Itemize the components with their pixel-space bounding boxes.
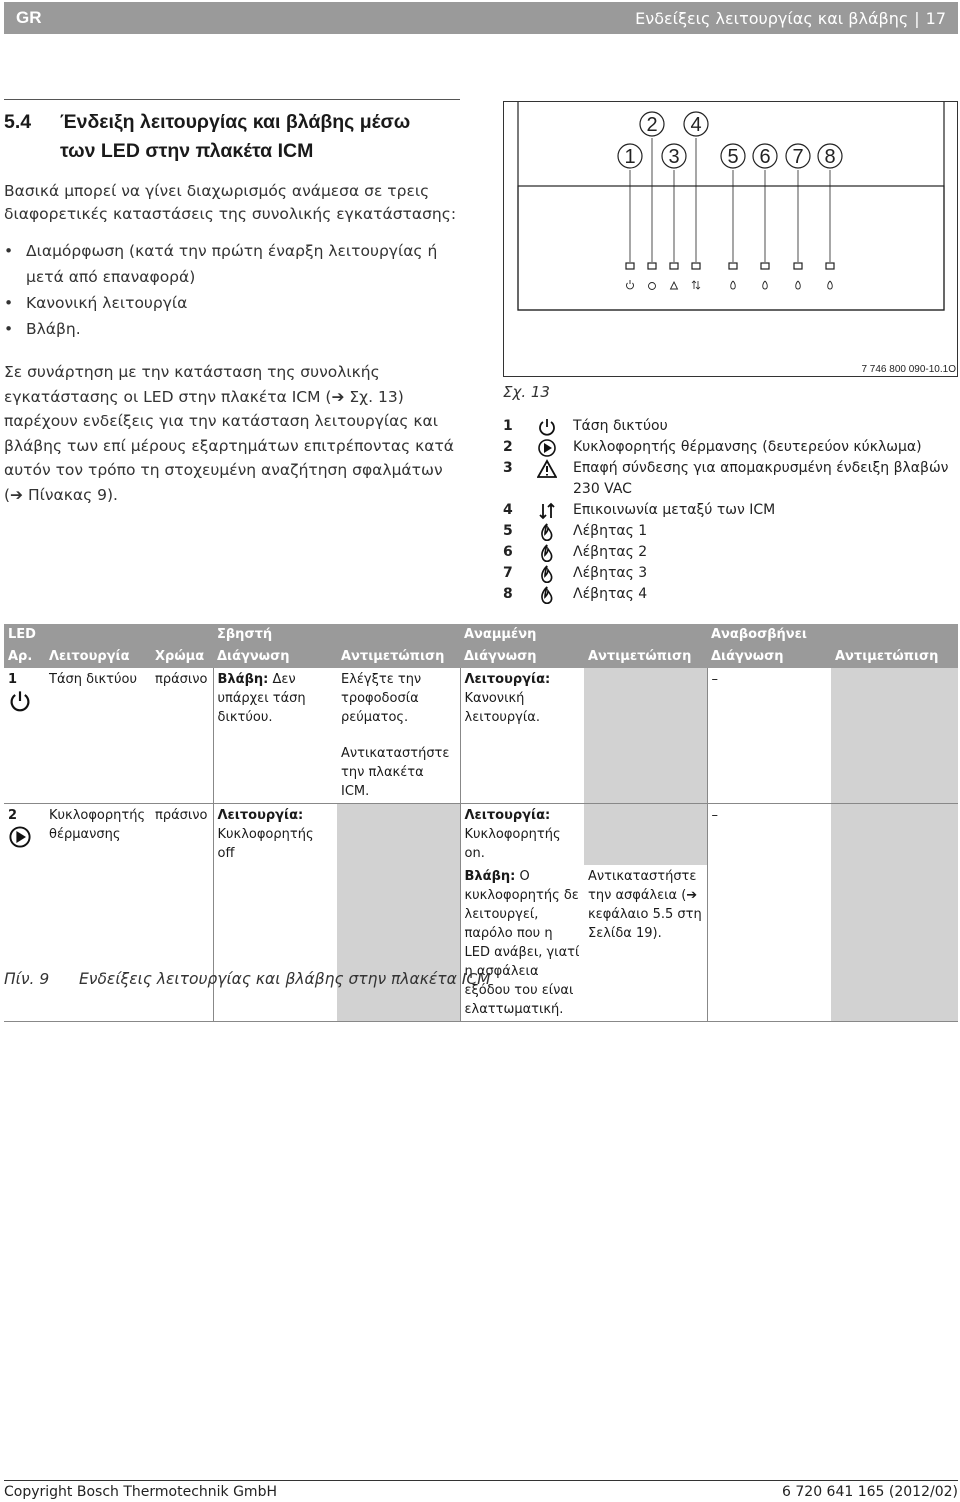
legend-item: 6 Λέβητας 2 (503, 542, 958, 563)
page-header (4, 2, 958, 34)
led-status-table (4, 624, 958, 1022)
col-header: Σβηστή (217, 627, 273, 642)
warning-icon (537, 459, 557, 479)
col-header: Αναβοσβήνει (711, 627, 807, 642)
callout-label: 2 (646, 114, 658, 136)
legend-item: 230 VAC (573, 481, 632, 497)
figure-caption: Σχ. 13 (503, 383, 550, 401)
legend-item: 7 Λέβητας 3 (503, 563, 958, 584)
flame-icon (537, 585, 557, 605)
list-item: • Κανονική λειτουργία (4, 294, 188, 312)
col-header: Διάγνωση (217, 649, 290, 664)
legend-item: 5 Λέβητας 1 (503, 521, 958, 542)
icm-board-drawing (504, 102, 959, 378)
section-title (4, 108, 462, 166)
col-header: Αντιμετώπιση (341, 649, 445, 664)
callout-label: 7 (792, 146, 804, 168)
col-header: Λειτουργία (49, 649, 130, 664)
table-row: 2 Κυκλοφορητής θέρμανσης πράσινο Λειτουργία: Κυκλοφορητής off Λειτουργία: Κυκλοφορητής on. – (4, 804, 958, 866)
state-list (4, 238, 462, 342)
copyright: Copyright Bosch Thermotechnik GmbH (4, 1484, 277, 1500)
callout-label: 6 (759, 146, 771, 168)
legend-item: 4 Επικοινωνία μεταξύ των ICM (503, 500, 958, 521)
callout-label: 5 (727, 146, 739, 168)
figure-code: 7 746 800 090-10.1O (861, 364, 956, 375)
pump-icon (537, 438, 557, 458)
page-number: 17 (925, 8, 946, 28)
legend-item: 8 Λέβητας 4 (503, 584, 958, 605)
table-row: 1 Τάση δικτύου πράσινο Βλάβη: Δεν υπάρχει τάση δικτύου. Ελέγξτε την τροφοδοσία ρεύματος. Λειτουργία: Κανονική λειτουργία. – (4, 668, 958, 734)
table-row: Βλάβη: Ο κυκλοφορητής δε λειτουργεί, παρόλο που η LED ανάβει, γιατί η ασφάλεια εξόδου του είναι ελαττωματική. Αντικαταστήστε την ασφάλεια (➔ κεφάλαιο 5.5 στη Σελίδα 19). (4, 865, 958, 1022)
section-number: 5.4 (4, 111, 32, 133)
callout-label: 4 (690, 114, 702, 136)
col-header: Διάγνωση (464, 649, 537, 664)
table-row: Αντικαταστήστε την πλακέτα ICM. (4, 734, 958, 804)
pump-icon (8, 825, 32, 849)
figure-legend (503, 416, 958, 605)
footer-rule (4, 1480, 958, 1481)
flame-icon (537, 564, 557, 584)
callout-label: 8 (824, 146, 836, 168)
col-header: Αντιμετώπιση (588, 649, 692, 664)
power-icon (8, 689, 32, 713)
icm-board-figure (503, 101, 958, 377)
col-header: Αρ. (8, 649, 33, 664)
col-header: Διάγνωση (711, 649, 784, 664)
list-item: • Διαμόρφωση (κατά την πρώτη έναρξη λειτουργίας ή (4, 242, 438, 260)
intro-paragraph: Βασικά μπορεί να γίνει διαχωρισμός ανάμεσα σε τρεις διαφορετικές καταστάσεις της συνολικής εγκατάστασης: (4, 182, 457, 223)
section-title-line1: Ένδειξη λειτουργίας και βλάβης μέσω (60, 111, 411, 133)
col-header: Χρώμα (155, 649, 205, 664)
communication-icon (537, 501, 557, 521)
callout-label: 1 (624, 146, 636, 168)
table-header-row (4, 646, 958, 668)
list-item: μετά από επαναφορά) (26, 268, 196, 286)
legend-item: 3 Επαφή σύνδεσης για απομακρυσμένη ένδειξη βλαβών (503, 458, 958, 479)
body-paragraph: Σε συνάρτηση με την κατάσταση της συνολικής εγκατάστασης οι LED στην πλακέτα ICM (➔ Σχ. 13) παρέχουν ενδείξεις για την κατάσταση λειτουργίας και βλάβης των επί μέρους εξαρτημάτων επιτρέποντας κατά αυτόν τον τρόπο τη στοχευμένη αναζήτηση σφαλμάτων (➔ Πίνακας 9). (4, 363, 455, 504)
col-header: LED (8, 627, 36, 642)
power-icon (537, 417, 557, 437)
page-footer (4, 1484, 958, 1500)
list-item: • Βλάβη. (4, 320, 81, 338)
legend-item: 2 Κυκλοφορητής θέρμανσης (δευτερεύον κύκλωμα) (503, 437, 958, 458)
legend-item: 1 Τάση δικτύου (503, 416, 958, 437)
table-header-row (4, 624, 958, 646)
section-title-line2: των LED στην πλακέτα ICM (60, 140, 314, 162)
table-caption: Πίν. 9 Ενδείξεις λειτουργίας και βλάβης στην πλακέτα ICM (4, 970, 491, 988)
document-number: 6 720 641 165 (2012/02) (782, 1484, 958, 1500)
col-header: Αντιμετώπιση (835, 649, 939, 664)
callout-label: 3 (668, 146, 680, 168)
flame-icon (537, 522, 557, 542)
header-title: Ενδείξεις λειτουργίας και βλάβης (635, 8, 909, 28)
flame-icon (537, 543, 557, 563)
section-rule (4, 99, 460, 100)
col-header: Αναμμένη (464, 627, 537, 642)
header-separator: | (914, 8, 920, 28)
section-body (4, 108, 462, 507)
language-code: GR (16, 8, 42, 27)
